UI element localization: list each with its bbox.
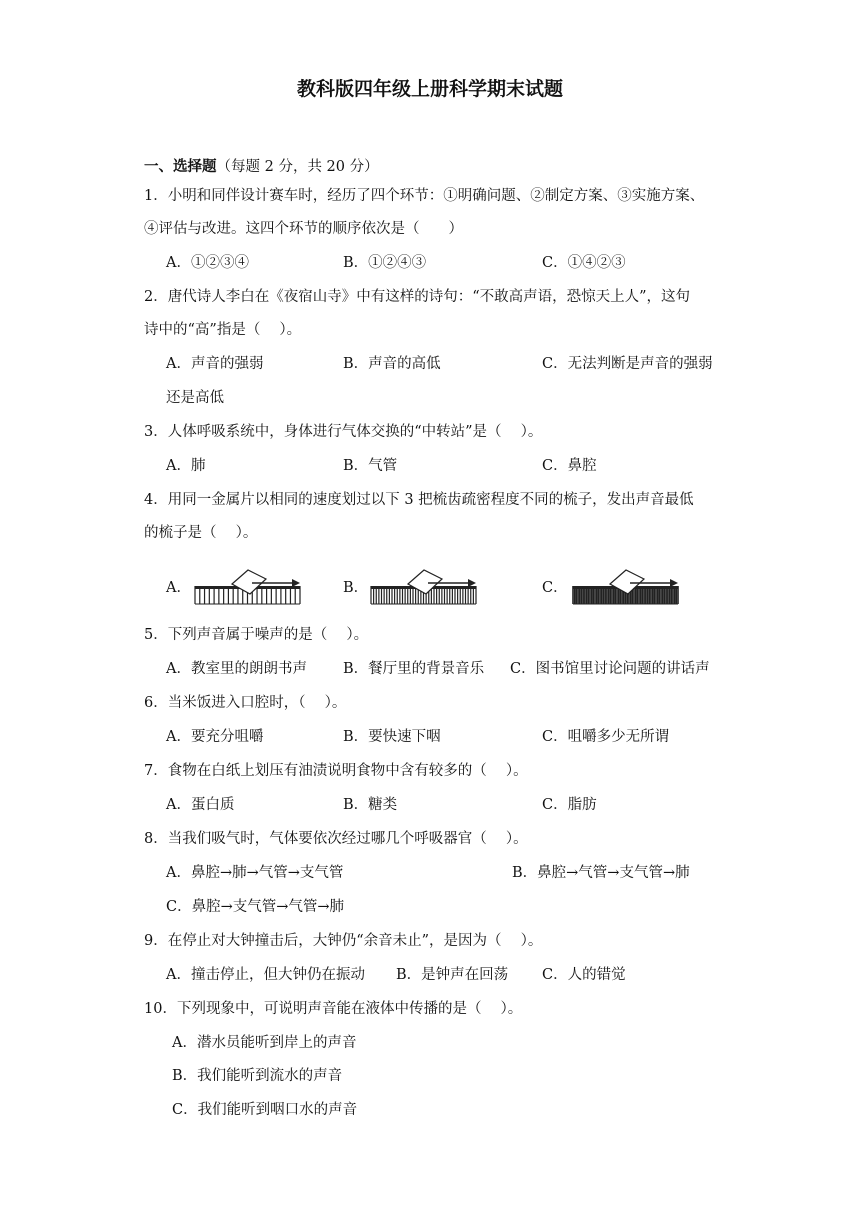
dense-comb-icon bbox=[570, 568, 682, 608]
q6-line-1: 6．当米饭进入口腔时，（ ）。 bbox=[144, 695, 347, 711]
q6-option-b: B．要快速下咽 bbox=[343, 729, 441, 745]
q2-line-2: 诗中的“高”指是（ ）。 bbox=[144, 322, 302, 338]
q9-line-1: 9．在停止对大钟撞击后，大钟仍“余音未止”，是因为（ ）。 bbox=[144, 933, 543, 949]
q5-option-a: A．教室里的朗朗书声 bbox=[166, 661, 307, 677]
section-heading-note: （每题 2 分，共 20 分） bbox=[216, 159, 379, 175]
q10-line-1: 10．下列现象中，可说明声音能在液体中传播的是（ ）。 bbox=[144, 1001, 523, 1017]
arrow-head-icon bbox=[468, 579, 476, 587]
q2-option-b: B．声音的高低 bbox=[343, 356, 441, 372]
q4-option-c: C． bbox=[542, 580, 568, 596]
section-heading-label: 一、选择题 bbox=[144, 159, 217, 175]
section-heading bbox=[144, 157, 379, 177]
q5-line-1: 5．下列声音属于噪声的是（ ）。 bbox=[144, 627, 369, 643]
q6-option-a: A．要充分咀嚼 bbox=[166, 729, 264, 745]
medium-comb-icon bbox=[368, 568, 480, 608]
q7-option-a: A．蛋白质 bbox=[166, 797, 235, 813]
q6-option-c: C．咀嚼多少无所谓 bbox=[542, 729, 670, 745]
q4-option-b: B． bbox=[343, 580, 369, 596]
page-title: 教科版四年级上册科学期末试题 bbox=[296, 78, 563, 100]
q2-option-a: A．声音的强弱 bbox=[166, 356, 264, 372]
sparse-comb-icon bbox=[192, 568, 304, 608]
arrow-head-icon bbox=[670, 579, 678, 587]
q10-option-c: C．我们能听到咽口水的声音 bbox=[172, 1102, 358, 1118]
q3-option-c: C．鼻腔 bbox=[542, 458, 597, 474]
q1-line-1: 1．小明和同伴设计赛车时，经历了四个环节：①明确问题、②制定方案、③实施方案、 bbox=[144, 188, 705, 204]
q3-option-a: A．肺 bbox=[166, 458, 206, 474]
q7-line-1: 7．食物在白纸上划压有油渍说明食物中含有较多的（ ）。 bbox=[144, 763, 528, 779]
q4-option-a: A． bbox=[166, 580, 191, 596]
q7-option-c: C．脂肪 bbox=[542, 797, 597, 813]
q8-option-c: C．鼻腔→支气管→气管→肺 bbox=[166, 899, 345, 915]
q1-option-a: A．①②③④ bbox=[166, 255, 249, 271]
q1-option-b: B．①②④③ bbox=[343, 255, 427, 271]
q2-option-c: C．无法判断是声音的强弱 bbox=[542, 356, 713, 372]
q2-option-c-continuation: 还是高低 bbox=[166, 390, 224, 406]
q8-option-b: B．鼻腔→气管→支气管→肺 bbox=[512, 865, 690, 881]
q4-line-2: 的梳子是（ ）。 bbox=[144, 525, 258, 541]
q1-option-c: C．①④②③ bbox=[542, 255, 626, 271]
metal-sheet-icon bbox=[232, 570, 266, 594]
q8-line-1: 8．当我们吸气时，气体要依次经过哪几个呼吸器官（ ）。 bbox=[144, 831, 528, 847]
q5-option-b: B．餐厅里的背景音乐 bbox=[343, 661, 485, 677]
q1-line-2: ④评估与改进。这四个环节的顺序依次是（ ） bbox=[144, 221, 463, 237]
q9-option-c: C．人的错觉 bbox=[542, 967, 626, 983]
q10-option-a: A．潜水员能听到岸上的声音 bbox=[172, 1035, 357, 1051]
q8-option-a: A．鼻腔→肺→气管→支气管 bbox=[166, 865, 344, 881]
q3-line-1: 3．人体呼吸系统中，身体进行气体交换的“中转站”是（ ）。 bbox=[144, 424, 543, 440]
arrow-head-icon bbox=[292, 579, 300, 587]
q9-option-a: A．撞击停止，但大钟仍在振动 bbox=[166, 967, 365, 983]
q5-option-c: C．图书馆里讨论问题的讲话声 bbox=[510, 661, 710, 677]
q3-option-b: B．气管 bbox=[343, 458, 398, 474]
q10-option-b: B．我们能听到流水的声音 bbox=[172, 1068, 343, 1084]
q7-option-b: B．糖类 bbox=[343, 797, 398, 813]
q4-line-1: 4．用同一金属片以相同的速度划过以下 3 把梳齿疏密程度不同的梳子，发出声音最低 bbox=[144, 492, 694, 508]
q2-line-1: 2．唐代诗人李白在《夜宿山寺》中有这样的诗句：“不敢高声语，恐惊天上人”，这句 bbox=[144, 289, 691, 305]
q9-option-b: B．是钟声在回荡 bbox=[396, 967, 509, 983]
comb-options-row bbox=[0, 568, 860, 608]
